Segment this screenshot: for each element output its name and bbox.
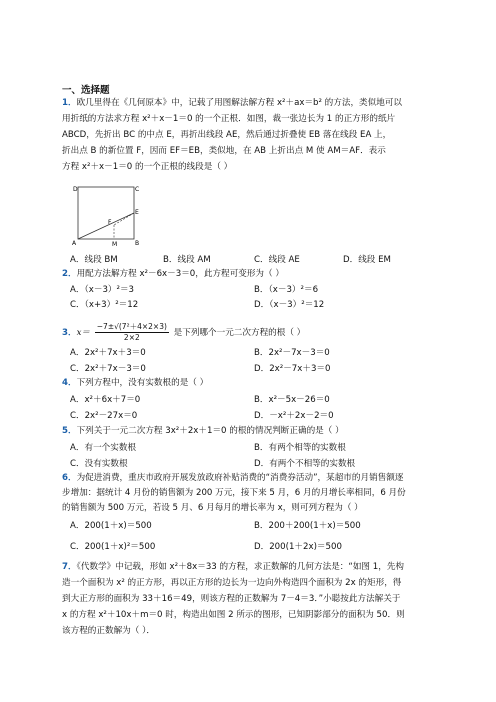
q1-option-b[interactable]: B．线段 AM [163,255,211,265]
q7-line-3: 到大正方形的面积为 33＋16＝49，则该方程的正数解为 7－4＝3．”小聪按此方法解关于 [62,594,401,604]
q5-stem: 5．下列关于一元二次方程 3x²＋2x＋1＝0 的根的情况判断正确的是（ ） [62,426,344,436]
label-b: B [135,240,140,247]
q4-option-a[interactable]: A．x²＋6x＋7＝0 [70,395,141,405]
q3-numerator: −7±√(7²＋4×2×3) [96,322,167,331]
q1-line-1: 1．欧几里得在《几何原本》中，记载了用图解法解方程 x²＋ax＝b² 的方法，类似地可以 [62,98,403,108]
q1-number: 1． [62,98,77,108]
q7-line-5: 该方程的正数解为（ ）． [62,626,155,636]
q3-option-a[interactable]: A．2x²＋7x＋3＝0 [70,348,146,358]
q4-option-b[interactable]: B．x²－5x－26＝0 [254,395,330,405]
q7-line-1: 7．《代数学》中记载，形如 x²＋8x＝33 的方程，求正数解的几何方法是：“如图 1，先构 [62,562,405,572]
q2-stem: 2．用配方法解方程 x²－6x－3＝0，此方程可变形为（ ） [62,269,284,279]
q2-option-a[interactable]: A．（x－3）²＝3 [70,285,135,295]
q3-option-c[interactable]: C．2x²＋7x－3＝0 [70,364,146,374]
q1-line-3: ABCD，先折出 BC 的中点 E，再折出线段 AE，然后通过折叠使 EB 落在线段 EA 上， [62,130,392,140]
q6-line-3: 的销售额为 500 万元，若设 5 月、6 月每月的增长率为 x，则可列方程为（ ） [62,503,363,513]
q6-line-1: 6．为促进消费，重庆市政府开展发放政府补贴消费的“消费券活动”，某超市的月销售额逐 [62,473,404,483]
q2-option-c[interactable]: C．（x+3）²＝12 [70,300,139,310]
square-abcd [78,187,134,239]
q4-option-d[interactable]: D．－x²＋2x－2＝0 [254,411,334,421]
q4-stem: 4．下列方程中，没有实数根的是（ ） [62,378,209,388]
q5-option-c[interactable]: C．没有实数根 [70,459,128,469]
label-a: A [72,240,77,247]
q1-option-c[interactable]: C．线段 AE [254,255,300,265]
q3-option-b[interactable]: B．2x²－7x－3＝0 [254,348,330,358]
q1-line-2: 用折纸的方法求方程 x²＋x－1＝0 的一个正根．如图，裁一张边长为 1 的正方形的纸片 [62,114,396,124]
section-title: 一、选择题 [62,85,110,96]
q2-option-d[interactable]: D．（x－3）²＝12 [254,300,325,310]
label-c: C [135,186,140,193]
label-m: M [112,241,118,247]
q1-line-5: 方程 x²＋x－1＝0 的一个正根的线段是（ ） [62,162,233,172]
q3-denominator: 2×2 [123,333,140,342]
q4-option-c[interactable]: C．2x²－27x＝0 [70,411,138,421]
q3-option-d[interactable]: D．2x²－7x＋3＝0 [254,364,331,374]
q6-option-a[interactable]: A．200(1＋x)＝500 [70,521,152,531]
q6-option-d[interactable]: D．200(1＋2x)＝500 [254,542,342,552]
q1-option-a[interactable]: A．线段 BM [70,255,118,265]
label-d: D [73,186,78,193]
q7-line-4: x 的方程 x²＋10x＋m＝0 时，构造出如图 2 所示的图形，已知阴影部分的面积为 50．则 [62,610,405,620]
q5-option-b[interactable]: B．有两个相等的实数根 [254,443,346,453]
q6-line-2: 步增加：据统计 4 月份的销售额为 200 万元，接下来 5 月，6 月的月增长率相同，6 月份 [62,488,406,498]
q3-stem: 3．x＝ $\frac{\text{−7±√(7²＋4×2×3)}}{2\times 2}$ 是下列哪个一元二次方程的根（ ） [62,322,306,342]
q2-option-b[interactable]: B．（x－3）²＝6 [254,285,319,295]
label-e: E [135,209,139,216]
q6-option-c[interactable]: C．200(1＋x)²＝500 [70,542,156,552]
square-fold-figure [72,183,142,247]
q5-option-a[interactable]: A．有一个实数根 [70,443,137,453]
q6-option-b[interactable]: B．200＋200(1＋x)＝500 [254,521,361,531]
q1-line-4: 折出点 B 的新位置 F，因而 EF＝EB，类似地，在 AB 上折出点 M 使 AM＝AF．表示 [62,146,386,156]
label-f: F [108,219,112,226]
q1-option-d[interactable]: D．线段 EM [343,255,391,265]
q5-option-d[interactable]: D．有两个不相等的实数根 [254,459,356,469]
q7-line-2: 造一个面积为 x² 的正方形，再以正方形的边长为一边向外构造四个面积为 2x 的矩形，得 [62,578,402,588]
segment-ae [78,213,134,239]
